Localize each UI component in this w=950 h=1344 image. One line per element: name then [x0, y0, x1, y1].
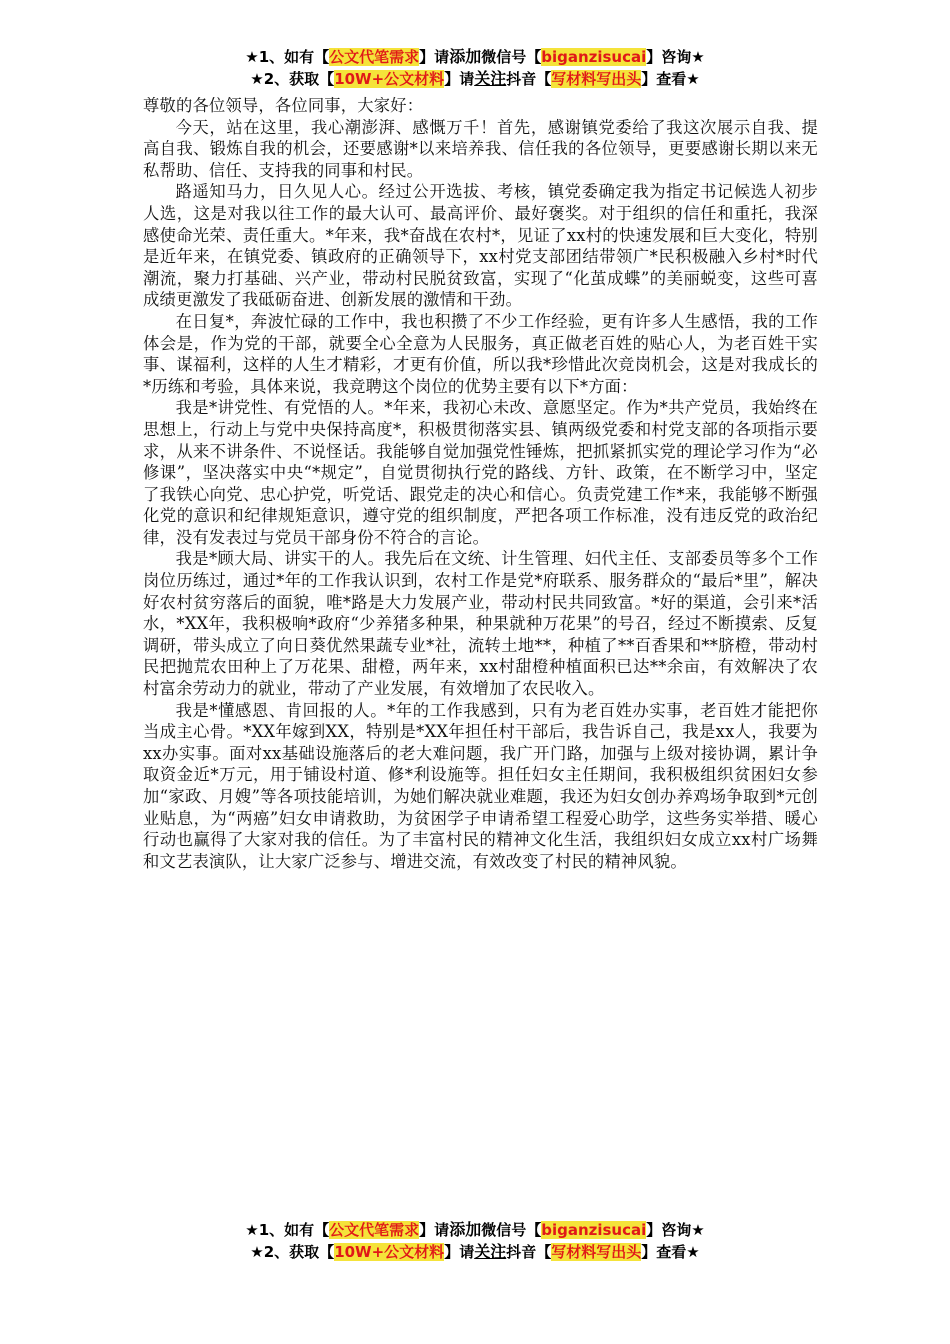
banner-line-1: [0, 46, 950, 68]
banner-highlight: 10W+公文材料: [334, 1243, 445, 1261]
banner-highlight: 公文代笔需求: [329, 48, 420, 66]
banner-emphasis: 添加: [449, 1220, 482, 1239]
banner-text: 】请: [444, 70, 475, 88]
document-body: [143, 95, 818, 872]
banner-text: 】请: [419, 48, 450, 66]
banner-text: 】查看★: [641, 70, 700, 88]
banner-text: 抖音【: [506, 70, 552, 88]
paragraph-experience: 在日复*，奔波忙碌的工作中，我也积攒了不少工作经验，更有许多人生感悟，我的工作体会是，作为党的干部，就要全心全意为人民服务，真正做老百姓的贴心人，为老百姓干实事、谋福利，这样的人生才精彩，才更有价值，所以我*珍惜此次竞岗机会，这是对我成长的*历练和考验，具体来说，我竞聘这个岗位的优势主要有以下*方面：: [143, 311, 818, 396]
banner-text: ★2、获取【: [250, 1243, 335, 1261]
banner-line-2: [0, 68, 950, 90]
banner-line-2: [0, 1241, 950, 1263]
banner-text: 微信号【: [481, 48, 542, 66]
banner-highlight: biganzisucai: [541, 1221, 647, 1239]
banner-highlight: 写材料写出头: [551, 1243, 642, 1261]
paragraph-gratitude: 我是*懂感恩、肯回报的人。*年的工作我感到，只有为老百姓办实事，老百姓才能把你当成主心骨。*XX年嫁到XX，特别是*XX年担任村干部后，我告诉自己，我是xx人，我要为xx办实事。面对xx基础设施落后的老大难问题，我广开门路，加强与上级对接协调，累计争取资金近*万元，用于铺设村道、修*利设施等。担任妇女主任期间，我积极组织贫困妇女参加“家政、月嫂”等各项技能培训，为她们解决就业难题，我还为妇女创办养鸡场争取到*元创业贴息，为“两癌”妇女申请救助，为贫困学子申请希望工程爱心助学，这些务实举措、暖心行动也赢得了大家对我的信任。为了丰富村民的精神文化生活，我组织妇女成立xx村广场舞和文艺表演队，让大家广泛参与、增进交流，有效改变了村民的精神风貌。: [143, 700, 818, 871]
paragraph-party-spirit: 我是*讲党性、有党悟的人。*年来，我初心未改、意愿坚定。作为*共产党员，我始终在思想上，行动上与党中央保持高度*，积极贯彻落实县、镇两级党委和村党支部的各项指示要求，从来不讲条件、不说怪话。我能够自觉加强党性锤炼，把抓紧抓实党的理论学习作为“必修课”，坚决落实中央“*规定”，自觉贯彻执行党的路线、方针、政策，在不断学习中，坚定了我铁心向党、忠心护党，听党话、跟党走的决心和信心。负责党建工作*来，我能够不断强化党的意识和纪律规矩意识，遵守党的组织制度，严把各项工作标准，没有违反党的政治纪律，没有发表过与党员干部身份不符合的言论。: [143, 398, 818, 547]
banner-highlight: biganzisucai: [541, 48, 647, 66]
header-banner: [0, 46, 950, 90]
banner-highlight: 公文代笔需求: [329, 1221, 420, 1239]
banner-text: 】咨询★: [646, 48, 705, 66]
banner-text: 】咨询★: [646, 1221, 705, 1239]
banner-text: 抖音【: [506, 1243, 552, 1261]
paragraph-background: 路遥知马力，日久见人心。经过公开选拔、考核，镇党委确定我为指定书记候选人初步人选，这是对我以往工作的最大认可、最高评价、最好褒奖。对于组织的信任和重托，我深感使命光荣、责任重大。*年来，我*奋战在农村*，见证了xx村的快速发展和巨大变化，特别是近年来，在镇党委、镇政府的正确领导下，xx村党支部团结带领广*民积极融入乡村*时代潮流，聚力打基础、兴产业，带动村民脱贫致富，实现了“化茧成蝶”的美丽蜕变，这些可喜成绩更激发了我砥砺奋进、创新发展的激情和干劲。: [143, 182, 818, 310]
banner-text: ★2、获取【: [250, 70, 335, 88]
greeting: 尊敬的各位领导，各位同事，大家好：: [143, 96, 424, 115]
banner-line-1: [0, 1219, 950, 1241]
banner-text: ★1、如有【: [245, 48, 330, 66]
paragraph-intro: 今天，站在这里，我心潮澎湃、感慨万千！首先，感谢镇党委给了我这次展示自我、提高自我、锻炼自我的机会，还要感谢*以来培养我、信任我的各位领导，更要感谢长期以来无私帮助、信任、支持我的同事和村民。: [143, 117, 818, 180]
footer-banner: [0, 1219, 950, 1263]
banner-text: 微信号【: [481, 1221, 542, 1239]
banner-emphasis: 关注: [474, 1242, 507, 1261]
banner-text: 】请: [419, 1221, 450, 1239]
paragraph-practical-work: 我是*顾大局、讲实干的人。我先后在文统、计生管理、妇代主任、支部委员等多个工作岗位历练过，通过*年的工作我认识到，农村工作是党*府联系、服务群众的“最后*里”，解决好农村贫穷落后的面貌，唯*路是大力发展产业，带动村民共同致富。*好的渠道，会引来*活水，*XX年，我积极响*政府“少养猪多种果，种果就种万花果”的号召，经过不断摸索、反复调研，带头成立了向日葵优然果蔬专业*社，流转土地**，种植了**百香果和**脐橙，带动村民把抛荒农田种上了万花果、甜橙，两年来，xx村甜橙种植面积已达**余亩，有效解决了农村富余劳动力的就业，带动了产业发展，有效增加了农民收入。: [143, 549, 818, 699]
banner-highlight: 10W+公文材料: [334, 70, 445, 88]
banner-text: ★1、如有【: [245, 1221, 330, 1239]
banner-text: 】查看★: [641, 1243, 700, 1261]
banner-emphasis: 添加: [449, 47, 482, 66]
banner-emphasis: 关注: [474, 69, 507, 88]
banner-text: 】请: [444, 1243, 475, 1261]
banner-highlight: 写材料写出头: [551, 70, 642, 88]
